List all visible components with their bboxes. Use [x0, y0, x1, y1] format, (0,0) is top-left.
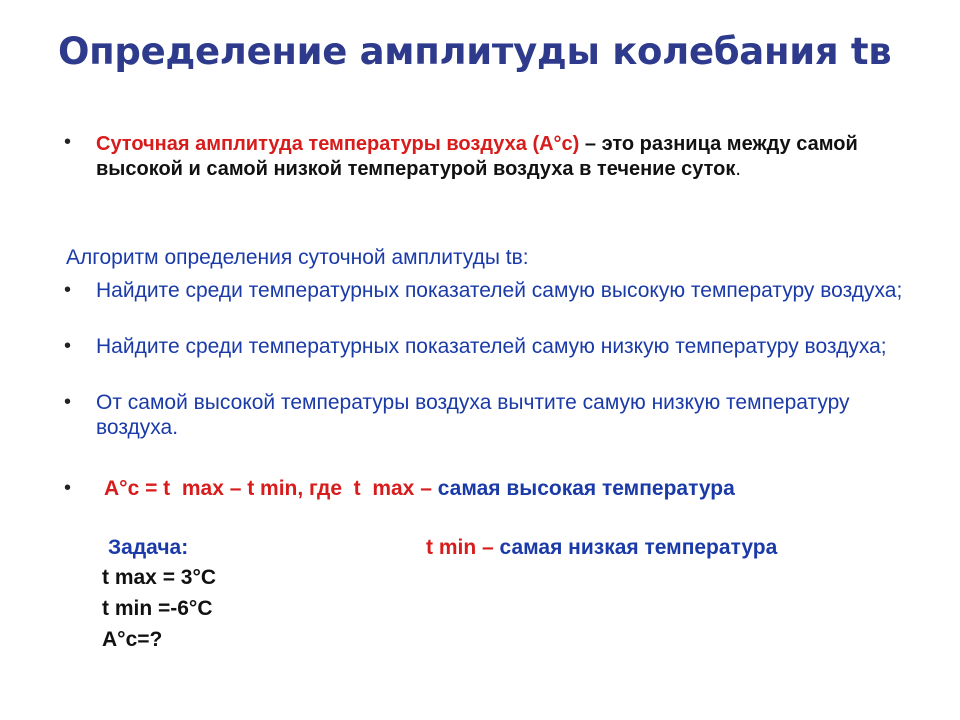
algorithm-step: От самой высокой температуры воздуха вычтите самую низкую температуру воздуха.: [96, 391, 850, 439]
formula-expression: А°с = t max – t min, где t max –: [104, 477, 432, 500]
task-given-tmin: t min =-6°С: [102, 597, 213, 620]
definition-symbol: (А°с): [532, 133, 580, 155]
formula-tmin-description: самая низкая температура: [493, 536, 778, 559]
task-given-tmax: t max = 3°С: [102, 566, 217, 589]
definition-paragraph: [96, 132, 906, 182]
task-question: А°с=?: [102, 628, 163, 651]
algorithm-title: Алгоритм определения суточной амплитуды tв:: [66, 246, 529, 269]
definition-end: .: [735, 158, 741, 180]
algorithm-step: Найдите среди температурных показателей самую высокую температуру воздуха;: [96, 279, 903, 302]
definition-dash: –: [579, 133, 602, 155]
bullet-icon: •: [64, 279, 72, 301]
formula-tmax-description: самая высокая температура: [431, 477, 735, 500]
definition-text: это разница между самой высокой и самой низкой температурой воздуха в течение суток: [96, 133, 858, 180]
bullet-icon: •: [64, 391, 72, 413]
formula-paragraph: [96, 476, 906, 501]
definition-term: Суточная амплитуда температуры воздуха: [96, 133, 527, 155]
task-label: Задача:: [108, 536, 189, 559]
slide-title: Определение амплитуды колебания tв: [58, 30, 892, 73]
bullet-icon: •: [64, 477, 72, 499]
formula-tmin-label: t min –: [426, 536, 494, 559]
bullet-icon: •: [64, 131, 72, 153]
formula-tmin-definition: [426, 535, 777, 560]
bullet-icon: •: [64, 335, 72, 357]
algorithm-step: Найдите среди температурных показателей самую низкую температуру воздуха;: [96, 335, 887, 358]
